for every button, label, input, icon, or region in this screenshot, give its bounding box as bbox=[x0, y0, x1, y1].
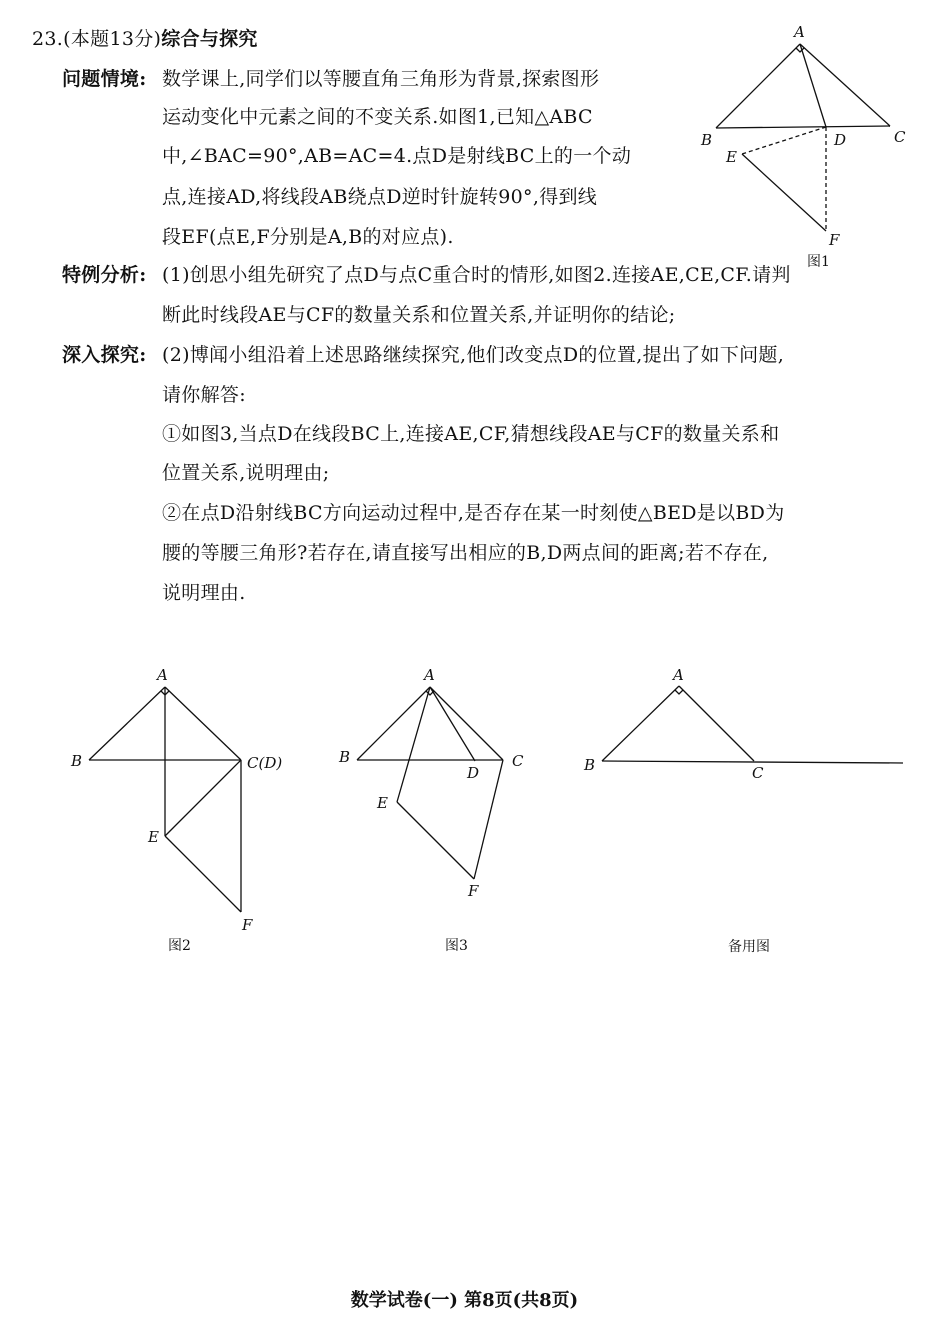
context-line-1: 数学课上,同学们以等腰直角三角形为背景,探索图形 bbox=[162, 68, 600, 90]
fig1-segment-ab bbox=[716, 44, 800, 128]
fig2-segment-ce bbox=[165, 760, 241, 836]
fig2-label-a: A bbox=[157, 666, 168, 684]
fig3-label-f: F bbox=[468, 882, 479, 900]
fig3-segment-ad bbox=[430, 687, 475, 761]
fig4-segment-ab bbox=[602, 686, 679, 761]
deep-inquiry-line-3: ①如图3,当点D在线段BC上,连接AE,CF,猜想线段AE与CF的数量关系和 bbox=[162, 423, 780, 445]
fig4-caption: 备用图 bbox=[728, 939, 770, 955]
fig2-right-angle-mark bbox=[161, 691, 169, 695]
fig3-caption: 图3 bbox=[445, 938, 468, 954]
deep-inquiry-line-7: 说明理由. bbox=[162, 582, 246, 604]
context-label: 问题情境: bbox=[62, 68, 147, 90]
fig2-segment-ef bbox=[165, 836, 241, 912]
fig2-caption: 图2 bbox=[168, 938, 191, 954]
fig4-ray-bc bbox=[602, 761, 903, 763]
fig3-segment-ab bbox=[357, 687, 430, 760]
fig2-label-cd: C(D) bbox=[247, 754, 283, 772]
fig2-label-f: F bbox=[242, 916, 253, 934]
special-case-line-1: (1)创思小组先研究了点D与点C重合时的情形,如图2.连接AE,CE,CF.请判 bbox=[162, 264, 791, 286]
fig1-segment-ef bbox=[742, 154, 826, 231]
fig1-label-c: C bbox=[894, 128, 906, 146]
context-line-3: 中,∠BAC=90°,AB=AC=4.点D是射线BC上的一个动 bbox=[162, 145, 632, 167]
fig1-label-a: A bbox=[794, 23, 805, 41]
deep-inquiry-line-5: ②在点D沿射线BC方向运动过程中,是否存在某一时刻使△BED是以BD为 bbox=[162, 502, 785, 524]
fig1-segment-bc bbox=[716, 126, 890, 128]
fig1-label-d: D bbox=[834, 131, 847, 149]
fig3-label-c: C bbox=[512, 752, 524, 770]
fig1-segment-ad bbox=[800, 44, 826, 127]
deep-inquiry-line-1: (2)博闻小组沿着上述思路继续探究,他们改变点D的位置,提出了如下问题, bbox=[162, 344, 785, 366]
fig3-segment-cf bbox=[474, 760, 503, 879]
deep-inquiry-line-4: 位置关系,说明理由; bbox=[162, 462, 330, 484]
problem-header bbox=[32, 26, 258, 52]
deep-inquiry-line-6: 腰的等腰三角形?若存在,请直接写出相应的B,D两点间的距离;若不存在, bbox=[162, 542, 769, 564]
special-case-line-2: 断此时线段AE与CF的数量关系和位置关系,并证明你的结论; bbox=[162, 304, 676, 326]
fig1-dashed-de bbox=[742, 127, 826, 154]
fig3-segment-ef bbox=[397, 802, 474, 879]
fig1-label-b: B bbox=[701, 131, 713, 149]
context-line-5: 段EF(点E,F分别是A,B的对应点). bbox=[162, 226, 454, 248]
fig2-label-b: B bbox=[71, 752, 83, 770]
fig1-label-e: E bbox=[726, 148, 737, 166]
fig4-label-b: B bbox=[584, 756, 596, 774]
fig3-right-angle-mark bbox=[426, 691, 434, 695]
fig4-label-c: C bbox=[752, 764, 764, 782]
fig3-segment-ae bbox=[397, 687, 430, 802]
fig4-right-angle-mark bbox=[675, 690, 683, 694]
fig4-segment-ac bbox=[679, 686, 754, 761]
fig2-segment-ac bbox=[165, 687, 241, 760]
fig1-segment-ac bbox=[800, 44, 890, 126]
fig3-label-a: A bbox=[424, 666, 435, 684]
fig4-label-a: A bbox=[673, 666, 684, 684]
context-line-2: 运动变化中元素之间的不变关系.如图1,已知△ABC bbox=[162, 106, 593, 128]
fig1-label-f: F bbox=[829, 231, 840, 249]
problem-title: 综合与探究 bbox=[161, 28, 258, 50]
fig2-label-e: E bbox=[148, 828, 159, 846]
problem-points: (本题13分) bbox=[63, 28, 162, 50]
fig1-caption: 图1 bbox=[807, 254, 830, 270]
page-footer: 数学试卷(一) 第8页(共8页) bbox=[350, 1290, 579, 1311]
context-line-4: 点,连接AD,将线段AB绕点D逆时针旋转90°,得到线 bbox=[162, 186, 598, 208]
problem-number: 23. bbox=[32, 28, 64, 50]
deep-inquiry-label: 深入探究: bbox=[62, 344, 147, 366]
fig3-label-d: D bbox=[467, 764, 480, 782]
fig3-label-b: B bbox=[339, 748, 351, 766]
fig1-right-angle-mark bbox=[796, 48, 804, 52]
special-case-label: 特例分析: bbox=[62, 264, 147, 286]
fig2-segment-ab bbox=[89, 687, 165, 760]
deep-inquiry-line-2: 请你解答: bbox=[162, 384, 246, 406]
fig3-label-e: E bbox=[377, 794, 388, 812]
fig3-segment-ac bbox=[430, 687, 503, 760]
